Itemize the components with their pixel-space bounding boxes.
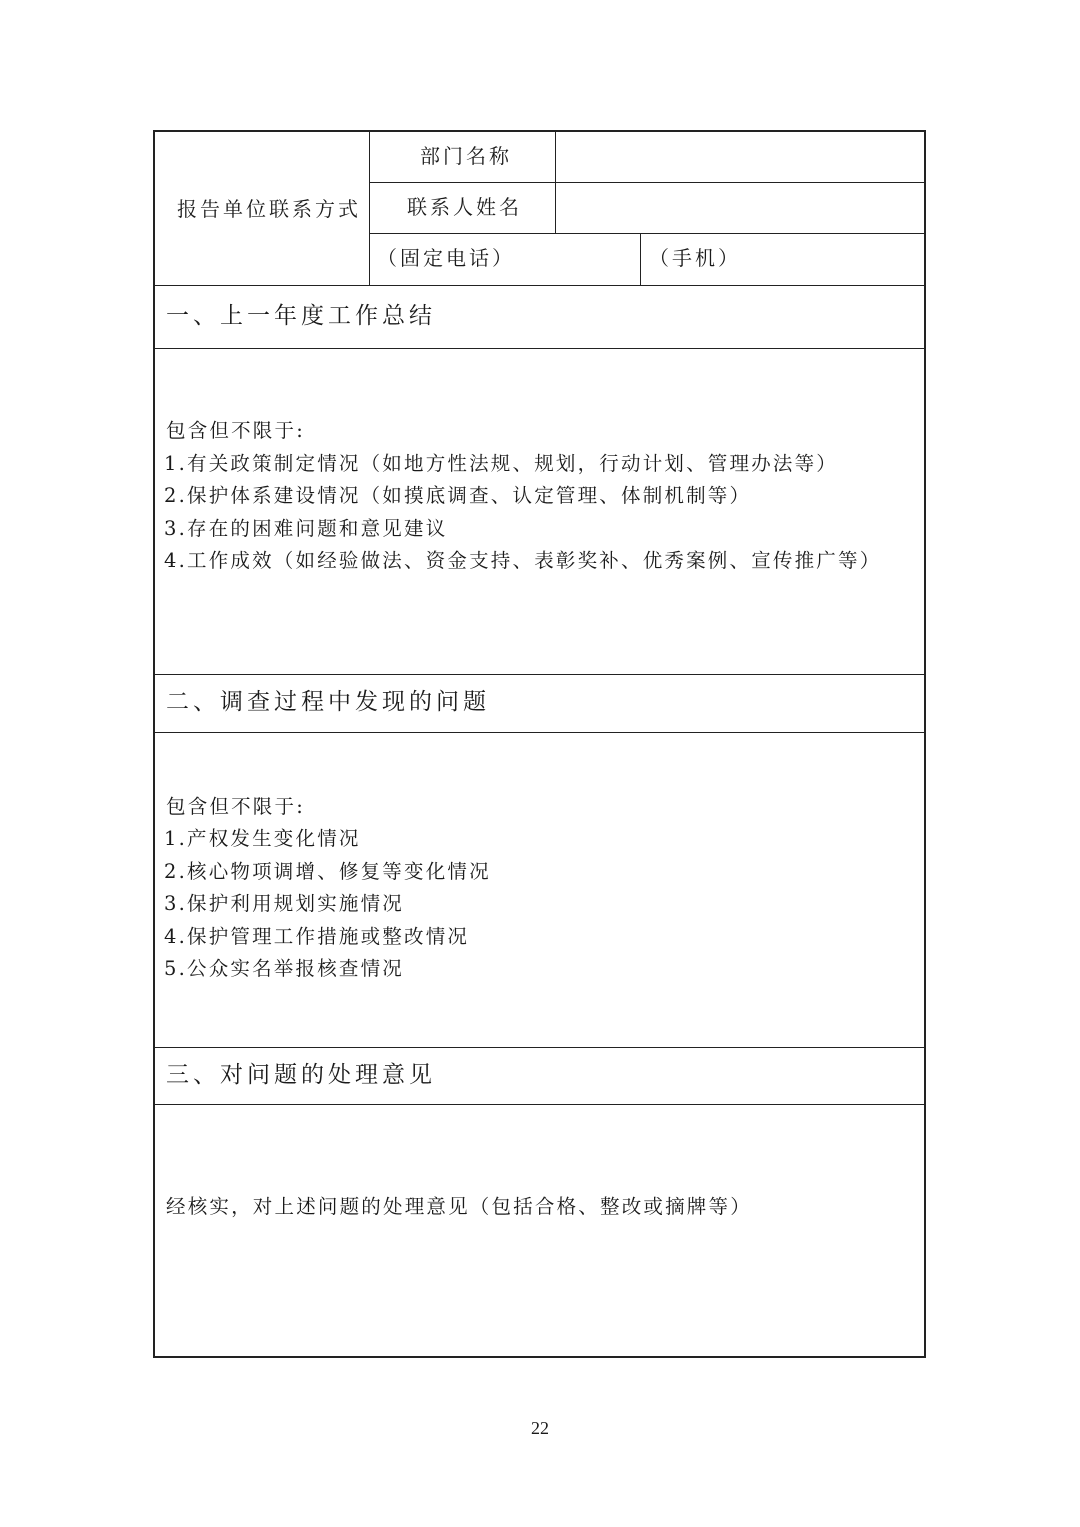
section2-item: 4.保护管理工作措施或整改情况 [164,925,470,948]
report-form [153,130,926,1358]
landline-label: （固定电话） [377,246,515,270]
divider-section2-header [155,732,926,733]
divider-dept-person [369,182,926,183]
section2-item: 2.核心物项调增、修复等变化情况 [164,860,491,883]
section1-item: 1.有关政策制定情况（如地方性法规、规划，行动计划、管理办法等） [164,452,839,475]
divider-section2-section3 [155,1047,926,1048]
divider-section3-header [155,1104,926,1105]
section2-item: 1.产权发生变化情况 [164,827,361,850]
dept-name-value[interactable] [567,146,917,168]
section2-item: 3.保护利用规划实施情况 [164,892,405,915]
contact-person-label: 联系人姓名 [407,195,522,219]
divider-value-column [555,132,556,233]
section3-body: 经核实，对上述问题的处理意见（包括合格、整改或摘牌等） [166,1195,752,1218]
divider-section1-header [155,348,926,349]
page-number: 22 [531,1418,549,1438]
divider-phone-column [640,233,641,285]
section1-intro: 包含但不限于: [166,419,305,442]
section1-item: 4.工作成效（如经验做法、资金支持、表彰奖补、优秀案例、宣传推广等） [164,549,882,572]
section1-item: 2.保护体系建设情况（如摸底调查、认定管理、体制机制等） [164,484,752,507]
contact-label: 报告单位联系方式 [177,197,361,221]
section1-title: 一、上一年度工作总结 [166,303,436,329]
section2-intro: 包含但不限于: [166,795,305,818]
mobile-label: （手机） [649,246,741,270]
section2-title: 二、调查过程中发现的问题 [166,689,490,715]
divider-person-phone [369,233,926,234]
section1-item: 3.存在的困难问题和意见建议 [164,517,448,540]
dept-name-label: 部门名称 [420,144,512,168]
divider-contact-section1 [155,285,926,286]
section2-item: 5.公众实名举报核查情况 [164,957,405,980]
divider-section1-section2 [155,674,926,675]
section3-title: 三、对问题的处理意见 [166,1062,436,1088]
contact-person-value[interactable] [567,197,917,219]
divider-label-column [369,132,370,285]
